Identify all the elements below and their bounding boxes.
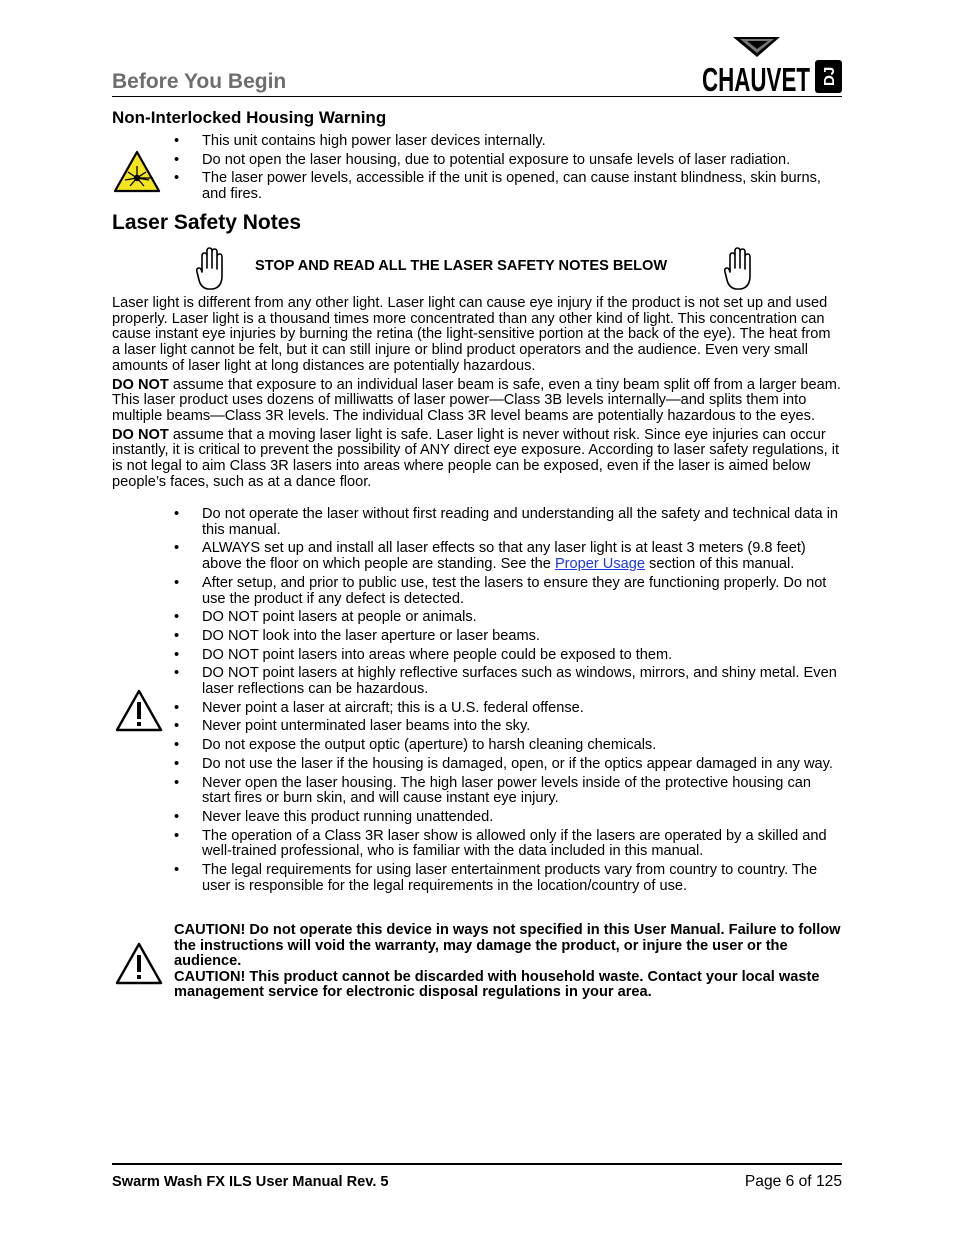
laser-safety-bullet-list bbox=[112, 507, 842, 894]
list-item: • The laser power levels, accessible if the unit is opened, can cause instant blindness, skin burns, and fires. bbox=[112, 171, 842, 202]
list-item: • Never point a laser at aircraft; this is a U.S. federal offense. bbox=[112, 701, 842, 717]
list-item-text: ALWAYS set up and install all laser effects so that any laser light is at least 3 meters (9.8 feet) above the floor on which people are standing. See the bbox=[202, 540, 806, 573]
header-rule bbox=[112, 96, 842, 97]
page-number: Page 6 of 125 bbox=[744, 1173, 842, 1190]
list-item: • DO NOT point lasers at highly reflective surfaces such as windows, mirrors, and shiny metal. Even laser reflections can be hazardous. bbox=[112, 666, 842, 697]
emphasis: DO NOT bbox=[112, 426, 169, 443]
list-item-text: section of this manual. bbox=[644, 556, 795, 573]
stop-hand-icon bbox=[195, 246, 227, 292]
list-item: • Do not open the laser housing, due to potential exposure to unsafe levels of laser radiation. bbox=[112, 153, 842, 169]
list-item: • Never point unterminated laser beams into the sky. bbox=[112, 719, 842, 735]
caution-text: CAUTION! This product cannot be discarded with household waste. Contact your local waste management service for electronic disposal regulations in your area. bbox=[174, 968, 820, 1001]
manual-title: Swarm Wash FX ILS User Manual Rev. 5 bbox=[112, 1174, 389, 1190]
footer-rule bbox=[112, 1163, 842, 1165]
laser-safety-heading: Laser Safety Notes bbox=[112, 211, 302, 234]
proper-usage-link[interactable]: Proper Usage bbox=[554, 556, 645, 573]
paragraph-text: assume that exposure to an individual laser beam is safe, even a tiny beam split off from a larger beam. This laser product uses dozens of milliwatts of laser power—Class 3B levels internally—and splits them into multiple beams—Class 3R levels. The individual Class 3R level beams are potentially hazardous to the eyes. bbox=[112, 376, 841, 424]
list-item: • The legal requirements for using laser entertainment products vary from country to country. The user is responsible for the legal requirements in the location/country of use. bbox=[112, 863, 842, 894]
list-item: • After setup, and prior to public use, test the lasers to ensure they are functioning properly. Do not use the product if any defect is detected. bbox=[112, 576, 842, 607]
section-title: Before You Begin bbox=[112, 70, 287, 93]
interlock-bullet-list bbox=[112, 134, 842, 203]
paragraph bbox=[112, 428, 842, 491]
caution-text: CAUTION! Do not operate this device in ways not specified in this User Manual. Failure to follow the instructions will void the warranty, may damage the product, or injure the user or the audience. bbox=[174, 922, 841, 970]
list-item: • Do not expose the output optic (aperture) to harsh cleaning chemicals. bbox=[112, 738, 842, 754]
stop-hand-icon bbox=[723, 246, 755, 292]
paragraph-text: assume that a moving laser light is safe. Laser light is never without risk. Since eye injuries can occur instantly, it is critical to prevent the possibility of ANY direct eye exposure. According to laser safety regulations, it is not legal to aim Class 3R lasers into areas where people can be exposed, even if the laser is aimed below people’s faces, such as at a dance floor. bbox=[112, 426, 840, 490]
list-item: • The operation of a Class 3R laser show is allowed only if the lasers are operated by a skilled and well-trained professional, who is familiar with the data included in this manual. bbox=[112, 829, 842, 860]
list-item: • Do not operate the laser without first reading and understanding all the safety and technical data in this manual. bbox=[112, 507, 842, 538]
laser-safety-body bbox=[112, 296, 842, 493]
svg-text:DJ: DJ bbox=[821, 66, 838, 86]
list-item: • Never open the laser housing. The high laser power levels inside of the protective housing can start fires or burn skin, and will cause instant eye injury. bbox=[112, 776, 842, 807]
list-item: • This unit contains high power laser devices internally. bbox=[112, 134, 842, 150]
stop-notice: STOP AND READ ALL THE LASER SAFETY NOTES BELOW bbox=[255, 258, 668, 274]
list-item: • DO NOT point lasers into areas where people could be exposed to them. bbox=[112, 648, 842, 664]
list-item: • Do not use the laser if the housing is damaged, open, or if the optics appear damaged in any way. bbox=[112, 757, 842, 773]
paragraph: Laser light is different from any other light. Laser light can cause eye injury if the product is not set up and used properly. Laser light is a thousand times more concentrated than any other kind of light. This concentration can cause instant eye injuries by burning the retina (the light-sensitive portion at the back of the eye). The heat from a laser light cannot be felt, but it can still injure or blind product operators and the audience. Even very small amounts of laser light at long distances are potentially hazardous. bbox=[112, 295, 831, 374]
paragraph bbox=[112, 378, 842, 425]
caution-block bbox=[174, 923, 842, 1001]
list-item: • Never leave this product running unattended. bbox=[112, 810, 842, 826]
interlock-heading: Non-Interlocked Housing Warning bbox=[112, 108, 387, 127]
caution-warning-icon bbox=[115, 942, 163, 985]
chauvet-dj-logo bbox=[700, 33, 845, 96]
list-item: • DO NOT look into the laser aperture or laser beams. bbox=[112, 629, 842, 645]
svg-text:CHAUVET: CHAUVET bbox=[702, 61, 810, 96]
emphasis: DO NOT bbox=[112, 376, 169, 393]
list-item bbox=[112, 541, 842, 572]
list-item: • DO NOT point lasers at people or animals. bbox=[112, 610, 842, 626]
